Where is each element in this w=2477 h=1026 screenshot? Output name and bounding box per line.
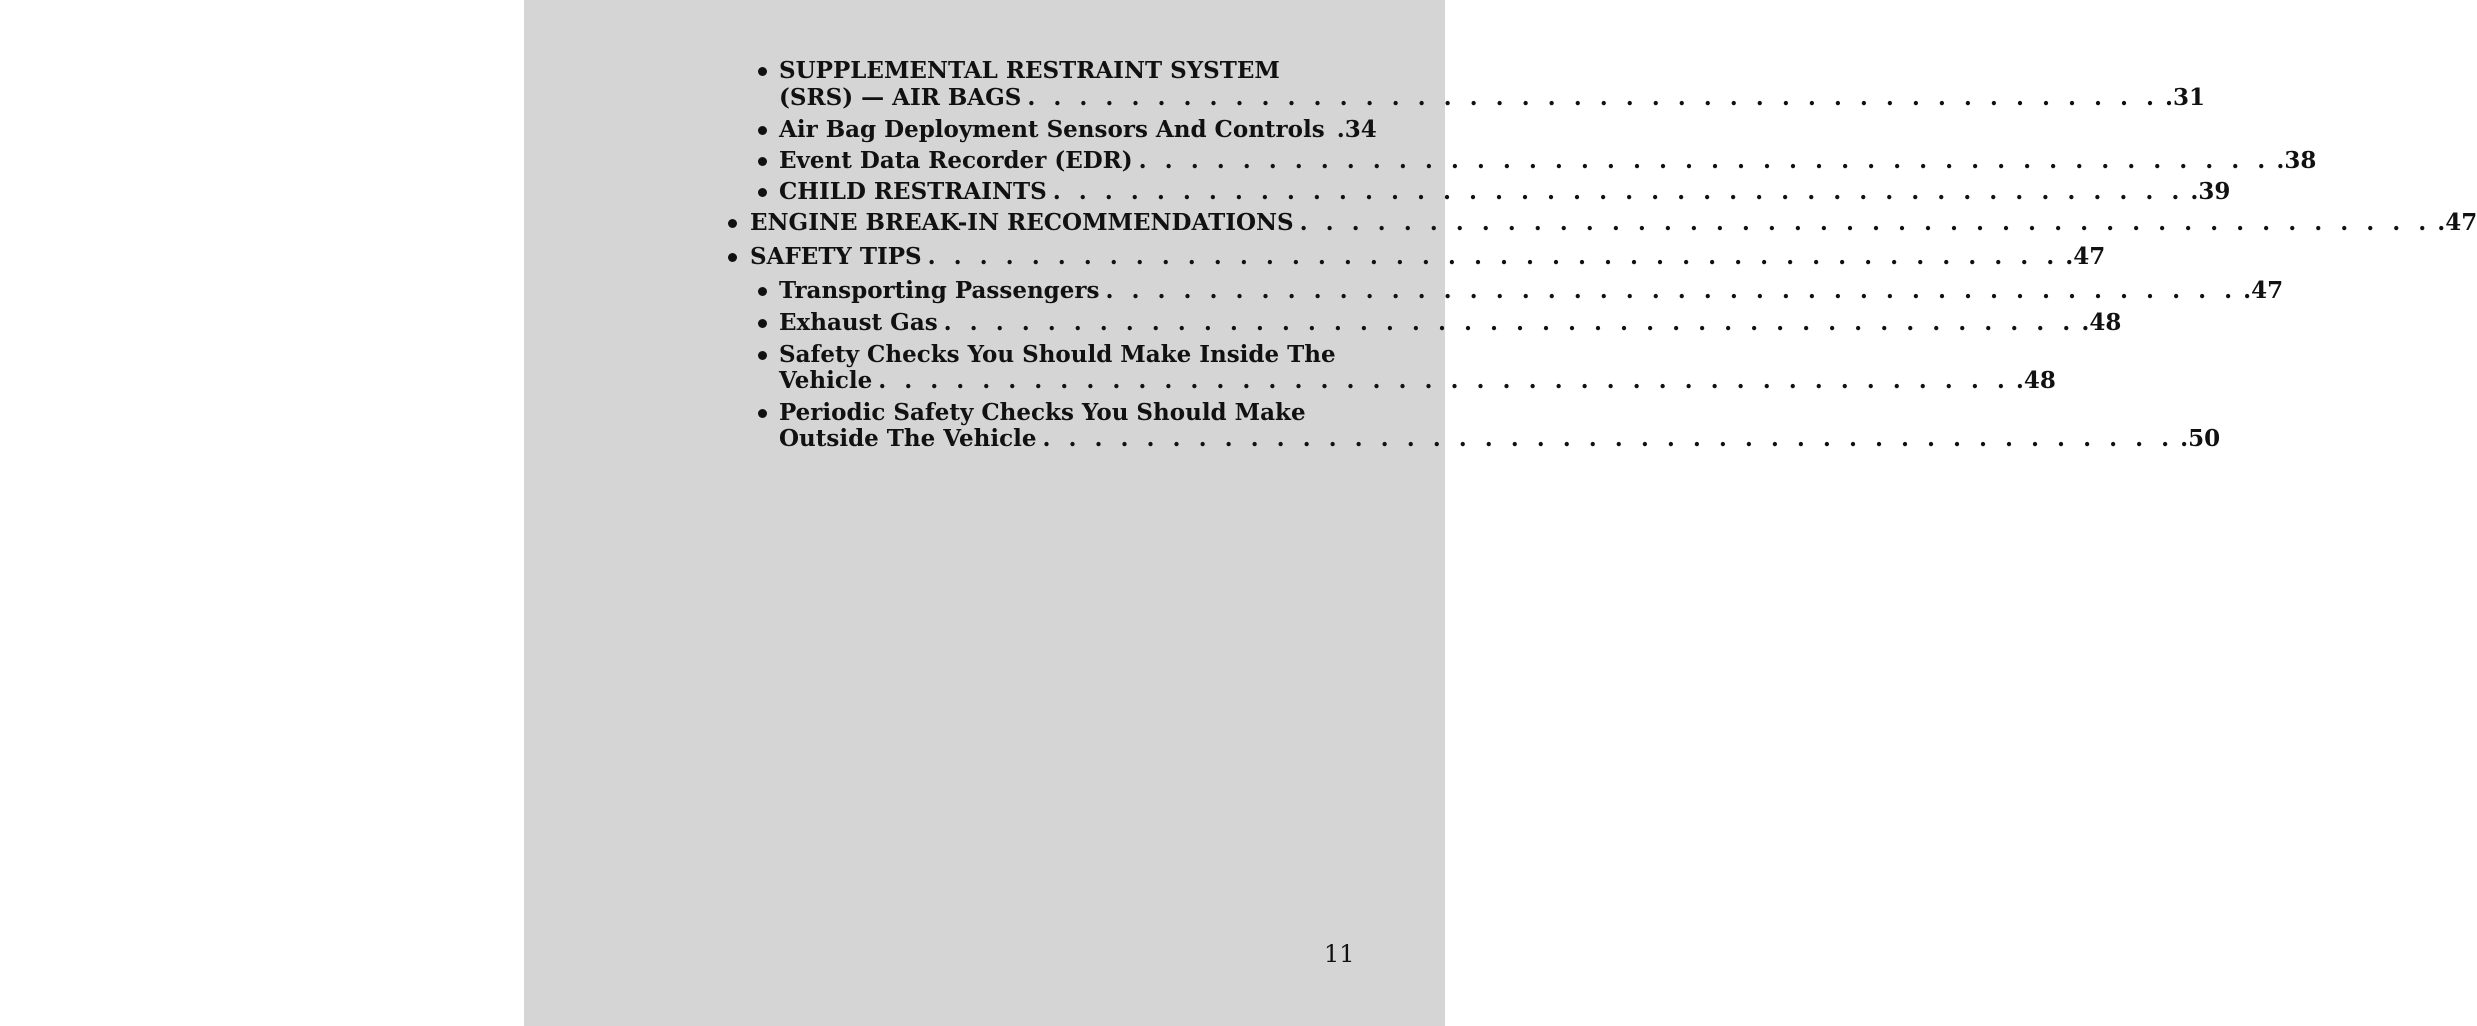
bullet-icon bbox=[758, 67, 767, 76]
toc-entry-text: Periodic Safety Checks You Should Make bbox=[779, 399, 1306, 426]
bullet-icon bbox=[728, 219, 737, 228]
leader-dots: . . . . . . . . . . . . . . . . . . . . . . . . . . . . . . . . . . . . . . . . . . . . bbox=[1299, 209, 2432, 236]
bullet-icon bbox=[728, 253, 737, 262]
toc-page bbox=[524, 0, 2477, 1026]
page-number: 11 bbox=[1324, 940, 1355, 968]
toc-entry-text: (SRS) — AIR BAGS bbox=[779, 84, 1022, 111]
leader-dots: . . . . . . . . . . . . . . . . . . . . . . . . . . . . . . . . . . . . . . . . . . . . bbox=[1138, 147, 2271, 174]
toc-page-ref: .48 bbox=[2081, 309, 2122, 336]
bullet-icon bbox=[758, 157, 767, 166]
toc-page-ref: .50 bbox=[2180, 425, 2221, 452]
toc-entry-text: SAFETY TIPS bbox=[750, 243, 922, 270]
leader-dots: . . . . . . . . . . . . . . . . . . . . . . . . . . . . . . . . . . . . . . . . . . . . bbox=[943, 309, 2076, 336]
toc-page-ref: .47 bbox=[2243, 277, 2284, 304]
toc-entry-text: Transporting Passengers bbox=[779, 277, 1100, 304]
leader-dots: . . . . . . . . . . . . . . . . . . . . . . . . . . . . . . . . . . . . . . . . . . . . bbox=[1105, 277, 2238, 304]
table-of-contents bbox=[524, 0, 2477, 1026]
toc-page-ref: .47 bbox=[2437, 209, 2477, 236]
toc-page-ref: .34 bbox=[1336, 116, 1377, 143]
toc-entry-text: CHILD RESTRAINTS bbox=[779, 178, 1047, 205]
bullet-icon bbox=[758, 188, 767, 197]
leader-dots: . . . . . . . . . . . . . . . . . . . . . . . . . . . . . . . . . . . . . . . . . . . . bbox=[1042, 425, 2175, 452]
toc-entry-text: Exhaust Gas bbox=[779, 309, 938, 336]
leader-dots: . . . . . . . . . . . . . . . . . . . . . . . . . . . . . . . . . . . . . . . . . . . . bbox=[878, 367, 2010, 394]
toc-entry-text: Air Bag Deployment Sensors And Controls bbox=[779, 116, 1325, 143]
toc-page-ref: .31 bbox=[2165, 84, 2206, 111]
toc-entry-text: Vehicle bbox=[779, 367, 873, 394]
toc-entry-text: ENGINE BREAK-IN RECOMMENDATIONS bbox=[750, 209, 1294, 236]
toc-page-ref: .48 bbox=[2015, 367, 2056, 394]
toc-page-ref: .38 bbox=[2276, 147, 2317, 174]
leader-dots: . . . . . . . . . . . . . . . . . . . . . . . . . . . . . . . . . . . . . . . . . . . . bbox=[1027, 84, 2160, 111]
bullet-icon bbox=[758, 409, 767, 418]
bullet-icon bbox=[758, 126, 767, 135]
bullet-icon bbox=[758, 287, 767, 296]
bullet-icon bbox=[758, 351, 767, 360]
blank-left-page bbox=[0, 0, 524, 1026]
toc-entry-text: Safety Checks You Should Make Inside The bbox=[779, 341, 1336, 368]
bullet-icon bbox=[758, 319, 767, 328]
toc-entry-text: SUPPLEMENTAL RESTRAINT SYSTEM bbox=[779, 57, 1280, 84]
toc-page-ref: .47 bbox=[2065, 243, 2106, 270]
leader-dots: . . . . . . . . . . . . . . . . . . . . . . . . . . . . . . . . . . . . . . . . . . . . bbox=[927, 243, 2060, 270]
toc-page-ref: .39 bbox=[2190, 178, 2231, 205]
toc-entry-text: Event Data Recorder (EDR) bbox=[779, 147, 1133, 174]
leader-dots: . . . . . . . . . . . . . . . . . . . . . . . . . . . . . . . . . . . . . . . . . . . . bbox=[1052, 178, 2185, 205]
toc-entry-text: Outside The Vehicle bbox=[779, 425, 1037, 452]
